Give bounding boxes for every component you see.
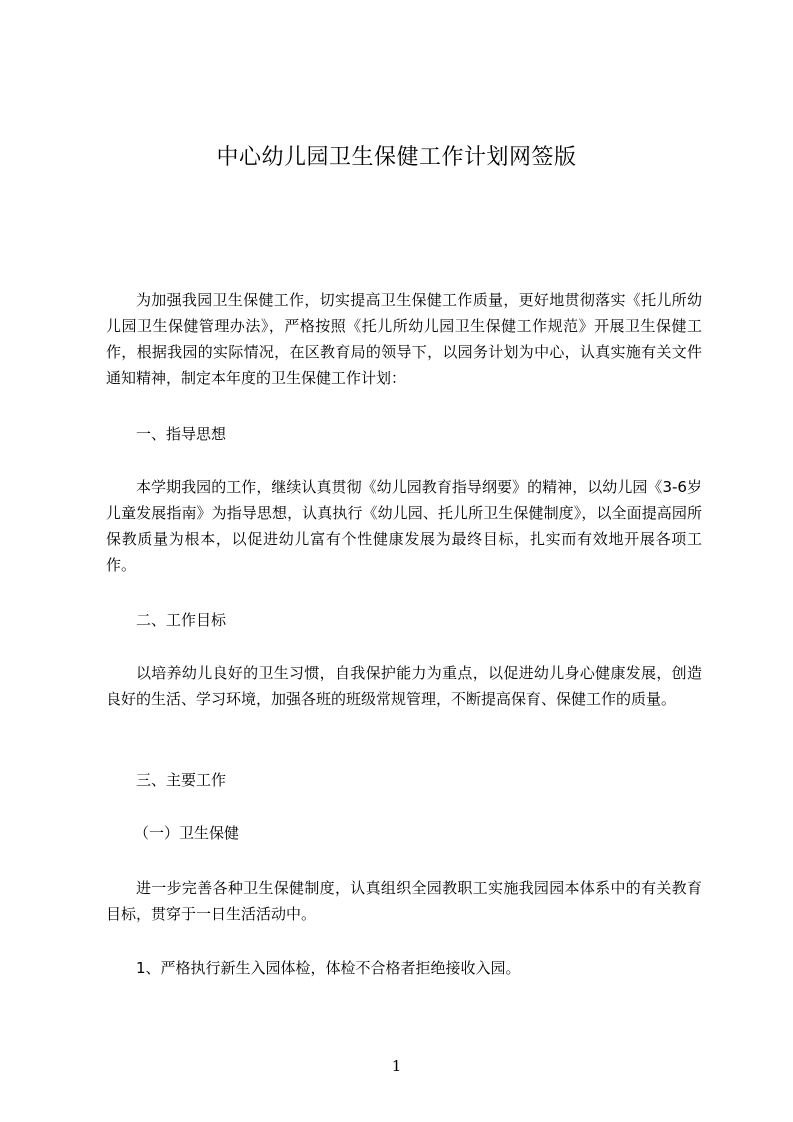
work-goals-paragraph: 以培养幼儿良好的卫生习惯，自我保护能力为重点，以促进幼儿身心健康发展，创造良好的生活、学习环境，加强各班的班级常规管理，不断提高保育、保健工作的质量。 — [106, 664, 702, 708]
section-heading-guiding-ideology: 一、指导思想 — [136, 425, 227, 443]
health-care-paragraph: 进一步完善各种卫生保健制度，认真组织全园教职工实施我园园本体系中的有关教育目标，贯穿于一日生活活动中。 — [106, 879, 702, 923]
list-item: 1、严格执行新生入园体检，体检不合格者拒绝接收入园。 — [136, 959, 521, 977]
subsection-heading-health-care: （一）卫生保健 — [134, 824, 240, 842]
document-title: 中心幼儿园卫生保健工作计划网签版 — [216, 145, 577, 170]
section-heading-main-work: 三、主要工作 — [136, 771, 227, 789]
page-number: 1 — [391, 1057, 402, 1075]
intro-paragraph: 为加强我园卫生保健工作，切实提高卫生保健工作质量，更好地贯彻落实《托儿所幼儿园卫生保健管理办法》，严格按照《托儿所幼儿园卫生保健工作规范》开展卫生保健工作，根据我园的实际情况，在区教育局的领导下，以园务计划为中心，认真实施有关文件通知精神，制定本年度的卫生保健工作计划： — [106, 291, 702, 387]
guiding-ideology-paragraph: 本学期我园的工作，继续认真贯彻《幼儿园教育指导纲要》的精神，以幼儿园《3-6岁儿童发展指南》为指导思想，认真执行《幼儿园、托儿所卫生保健制度》，以全面提高园所保教质量为根本，以促进幼儿富有个性健康发展为最终目标，扎实而有效地开展各项工作。 — [106, 478, 702, 574]
section-heading-work-goals: 二、工作目标 — [136, 611, 227, 629]
